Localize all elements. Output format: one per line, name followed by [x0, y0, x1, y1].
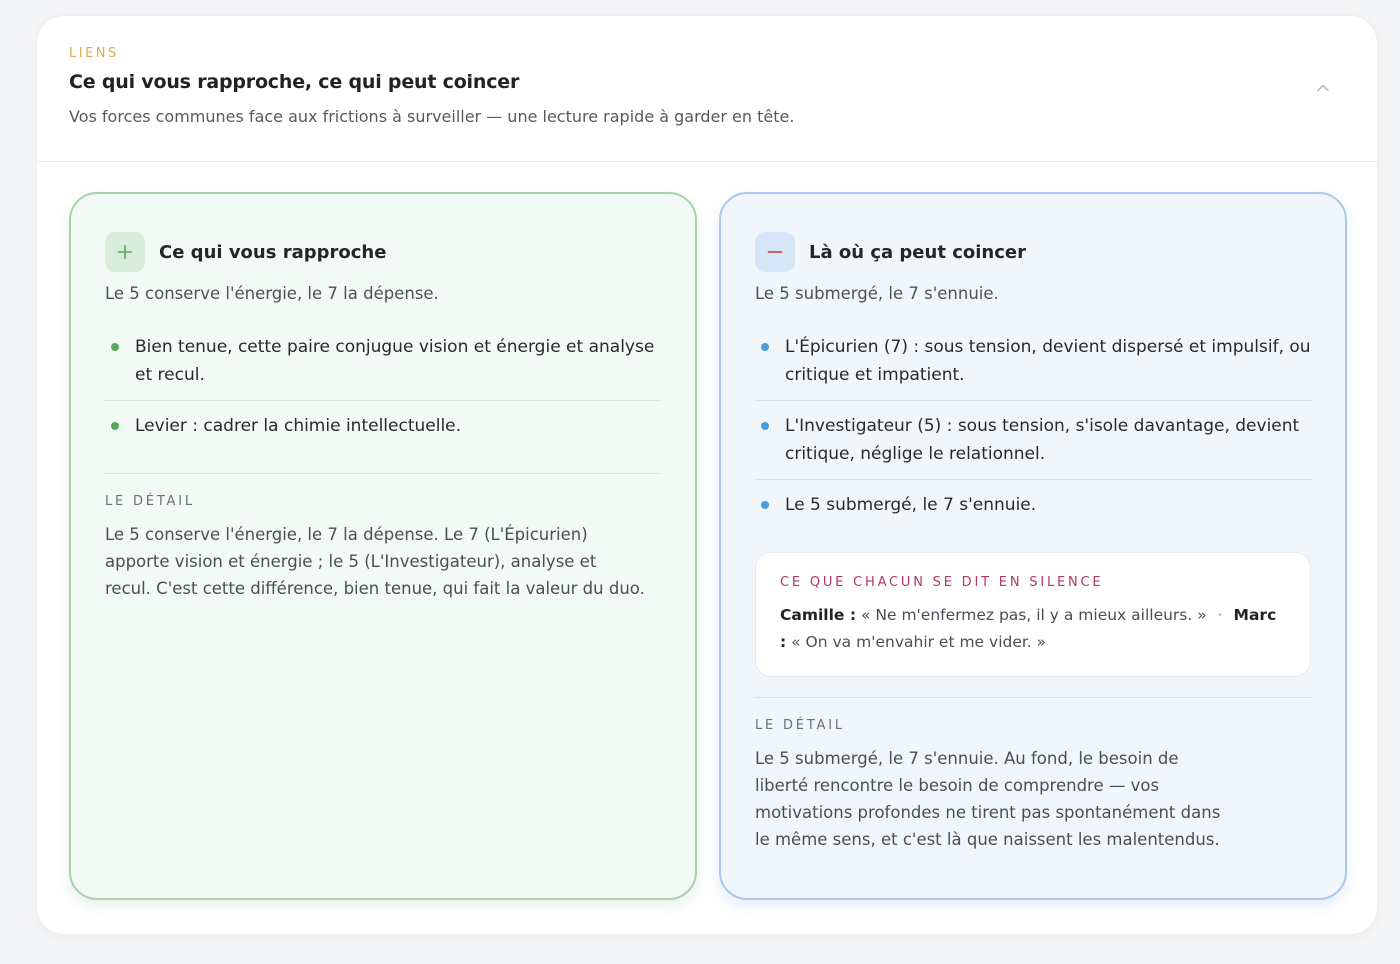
- frictions-detail-text: Le 5 submergé, le 7 s'ennuie. Au fond, le besoin de liberté rencontre le besoin de comprendre — vos motivations profondes ne tirent pas spontanément dans le même sens, et c'est là que naissent les malentendus.: [755, 749, 1221, 849]
- frictions-title: Là où ça peut coincer: [809, 241, 1026, 263]
- bullet-dot-icon: [761, 343, 769, 351]
- strengths-title: Ce qui vous rapproche: [159, 241, 387, 263]
- divider: [105, 473, 661, 474]
- bullet-dot-icon: [761, 422, 769, 430]
- frictions-detail-label: LE DÉTAIL: [755, 718, 845, 733]
- collapse-button[interactable]: [1309, 74, 1337, 102]
- frictions-lead: Le 5 submergé, le 7 s'ennuie.: [755, 284, 999, 303]
- person1-name: Camille :: [780, 606, 857, 624]
- list-item-text: Levier : cadrer la chimie intellectuelle.: [135, 416, 462, 436]
- bullet-dot-icon: [761, 501, 769, 509]
- section-subtitle: Vos forces communes face aux frictions à surveiller — une lecture rapide à garder en tête.: [69, 107, 795, 126]
- person2-quote: « On va m'envahir et me vider. »: [791, 633, 1047, 651]
- frictions-panel: [719, 192, 1347, 900]
- chevron-up-icon: [1316, 81, 1330, 95]
- person1-quote: « Ne m'enfermez pas, il y a mieux ailleurs. »: [860, 606, 1207, 624]
- minus-icon: [767, 244, 783, 260]
- frictions-panel-header: [755, 232, 1311, 272]
- strengths-panel: [69, 192, 697, 900]
- list-item: [755, 400, 1311, 479]
- divider: [755, 697, 1311, 698]
- list-item-text: L'Investigateur (5) : sous tension, s'isole davantage, devient critique, néglige le relationnel.: [785, 416, 1300, 464]
- plus-icon: [117, 244, 133, 260]
- bullet-dot-icon: [111, 343, 119, 351]
- frictions-list: [755, 333, 1311, 530]
- strengths-detail-label: LE DÉTAIL: [105, 494, 195, 509]
- person2-name: Marc :: [780, 606, 1277, 651]
- strengths-badge: [105, 232, 145, 272]
- section-eyebrow: LIENS: [69, 46, 119, 61]
- silence-label: CE QUE CHACUN SE DIT EN SILENCE: [780, 575, 1104, 590]
- list-item-text: Bien tenue, cette paire conjugue vision et énergie et analyse et recul.: [135, 337, 655, 385]
- bullet-dot-icon: [111, 422, 119, 430]
- list-item: [755, 479, 1311, 530]
- strengths-panel-header: [105, 232, 661, 272]
- list-item: [755, 333, 1311, 400]
- strengths-list: [105, 333, 661, 451]
- strengths-lead: Le 5 conserve l'énergie, le 7 la dépense.: [105, 284, 439, 303]
- section-title: Ce qui vous rapproche, ce qui peut coincer: [69, 71, 520, 93]
- card-header: [37, 16, 1377, 162]
- silence-box: [755, 552, 1311, 677]
- list-item-text: Le 5 submergé, le 7 s'ennuie.: [785, 495, 1037, 515]
- frictions-badge: [755, 232, 795, 272]
- links-card: [36, 15, 1378, 935]
- list-item-text: L'Épicurien (7) : sous tension, devient dispersé et impulsif, ou critique et impatient.: [785, 337, 1311, 385]
- strengths-detail-text: Le 5 conserve l'énergie, le 7 la dépense. Le 7 (L'Épicurien) apporte vision et énergie ; le 5 (L'Investigateur), analyse et recul. C'est cette différence, bien tenue, qui fait la valeur du duo.: [105, 525, 645, 598]
- list-item: [105, 333, 661, 400]
- silence-quotes: [780, 602, 1286, 656]
- list-item: [105, 400, 661, 451]
- quote-separator: ·: [1217, 606, 1223, 624]
